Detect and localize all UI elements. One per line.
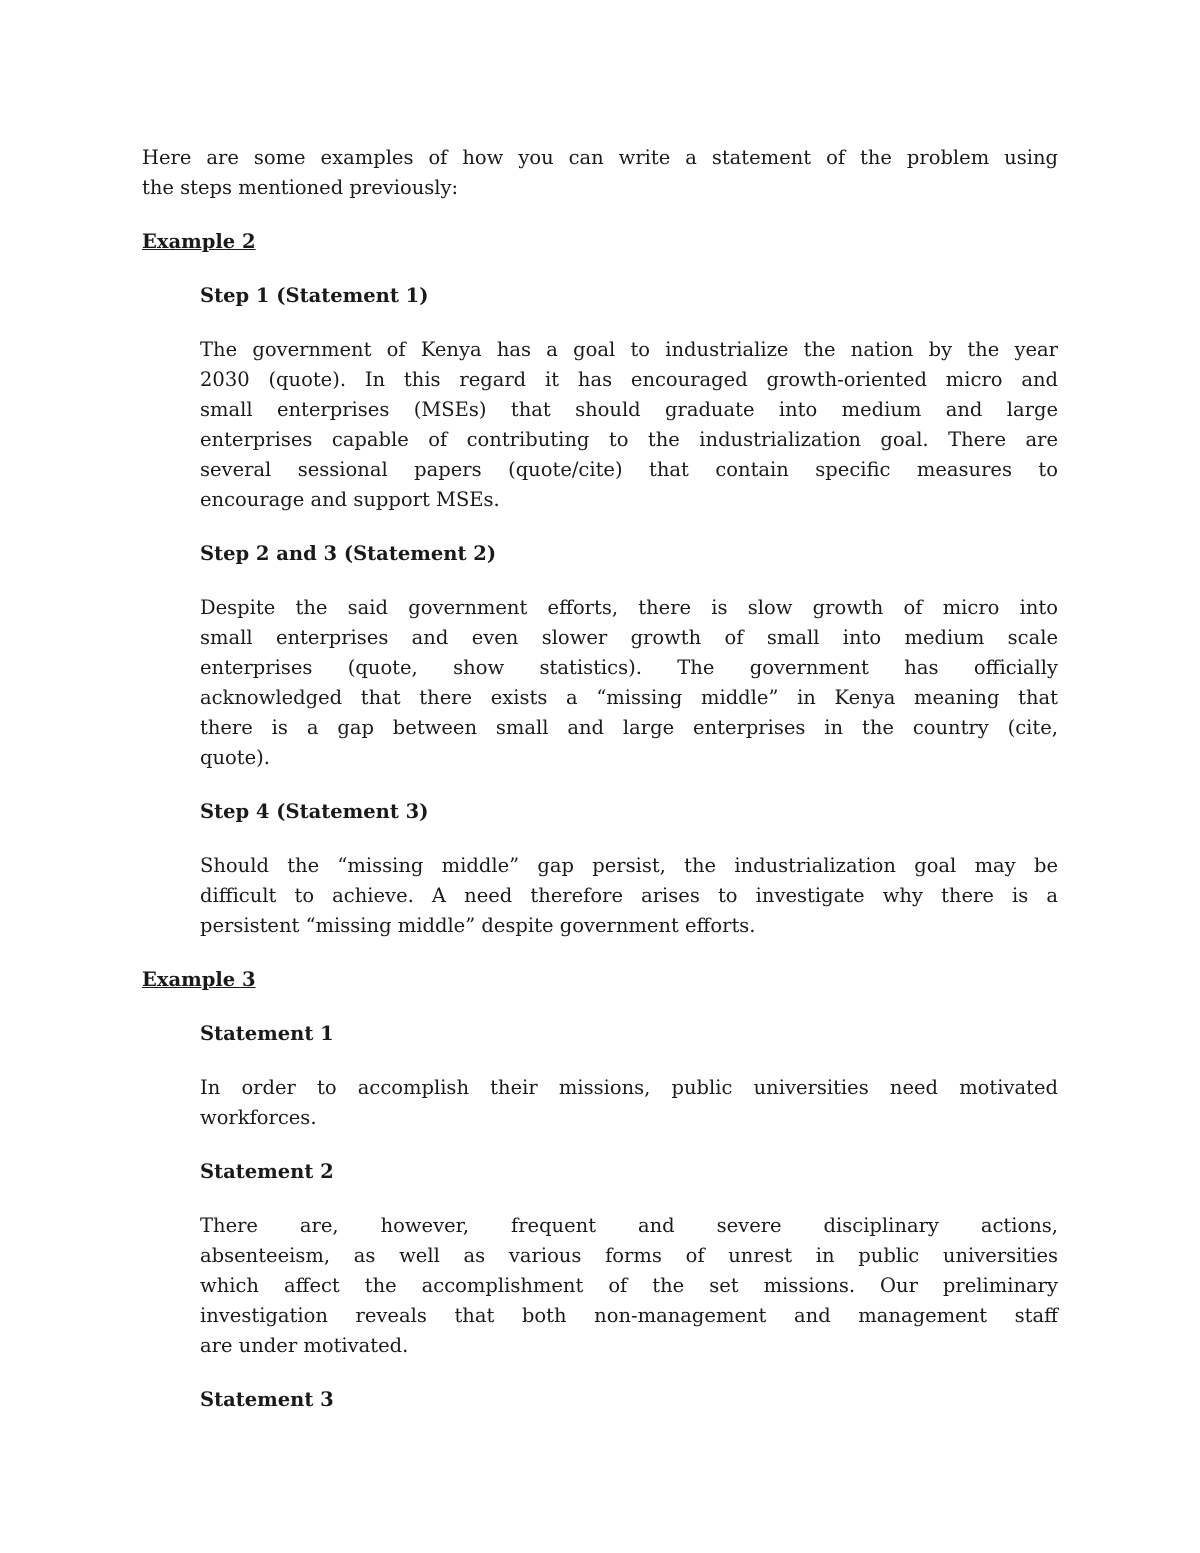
text-line: persistent “missing middle” despite government efforts.	[200, 914, 756, 937]
step-2-3-heading: Step 2 and 3 (Statement 2)	[200, 542, 497, 565]
example-2-heading: Example 2	[142, 230, 256, 253]
document-page	[142, 143, 1058, 1439]
text-line: are under motivated.	[200, 1334, 409, 1357]
text-line: which affect the accomplishment of the set missions. Our preliminary	[200, 1274, 1058, 1297]
text-line: several sessional papers (quote/cite) that contain specific measures to	[200, 458, 1058, 481]
text-line: acknowledged that there exists a “missing middle” in Kenya meaning that	[200, 686, 1058, 709]
text-line: small enterprises (MSEs) that should graduate into medium and large	[200, 398, 1058, 421]
step-4-heading: Step 4 (Statement 3)	[200, 800, 429, 823]
step-2-3-paragraph	[200, 593, 1058, 773]
step-4-paragraph	[200, 851, 1058, 941]
statement-2-heading: Statement 2	[200, 1160, 334, 1183]
text-line: absenteeism, as well as various forms of unrest in public universities	[200, 1244, 1058, 1267]
text-line: there is a gap between small and large enterprises in the country (cite,	[200, 716, 1058, 739]
text-line: enterprises (quote, show statistics). The government has officially	[200, 656, 1058, 679]
text-line: 2030 (quote). In this regard it has encouraged growth-oriented micro and	[200, 368, 1058, 391]
text-line: enterprises capable of contributing to the industrialization goal. There are	[200, 428, 1058, 451]
text-line: Should the “missing middle” gap persist, the industrialization goal may be	[200, 854, 1058, 877]
statement-2-paragraph	[200, 1211, 1058, 1361]
text-line: workforces.	[200, 1106, 317, 1129]
text-line: difficult to achieve. A need therefore arises to investigate why there is a	[200, 884, 1058, 907]
example-3-heading: Example 3	[142, 968, 256, 991]
statement-1-heading: Statement 1	[200, 1022, 334, 1045]
text-line: quote).	[200, 746, 270, 769]
text-line: The government of Kenya has a goal to industrialize the nation by the year	[200, 338, 1058, 361]
statement-3-heading: Statement 3	[200, 1388, 334, 1411]
step-1-heading: Step 1 (Statement 1)	[200, 284, 429, 307]
text-line: Here are some examples of how you can write a statement of the problem using	[142, 146, 1058, 169]
text-line: Despite the said government efforts, there is slow growth of micro into	[200, 596, 1058, 619]
text-line: There are, however, frequent and severe disciplinary actions,	[200, 1214, 1058, 1237]
text-line: investigation reveals that both non-management and management staff	[200, 1304, 1058, 1327]
text-line: the steps mentioned previously:	[142, 176, 459, 199]
step-1-paragraph	[200, 335, 1058, 515]
text-line: In order to accomplish their missions, public universities need motivated	[200, 1076, 1058, 1099]
statement-1-paragraph	[200, 1073, 1058, 1133]
intro-paragraph	[142, 143, 1058, 203]
text-line: encourage and support MSEs.	[200, 488, 500, 511]
text-line: small enterprises and even slower growth of small into medium scale	[200, 626, 1058, 649]
